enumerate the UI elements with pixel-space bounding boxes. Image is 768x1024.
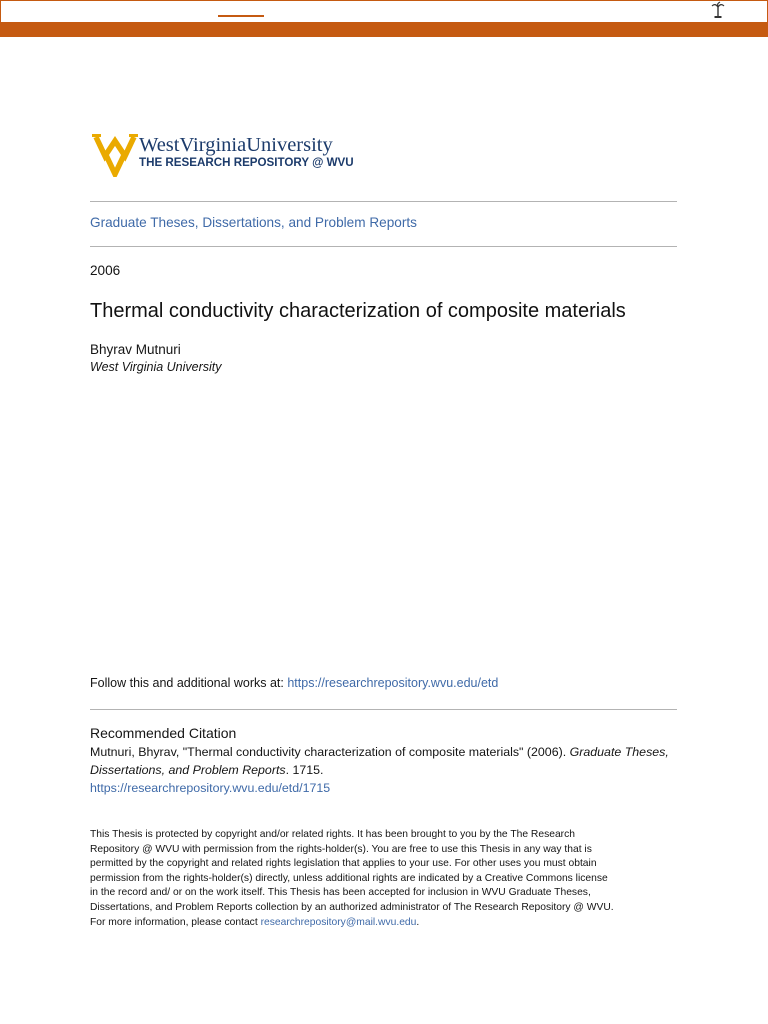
citation-block bbox=[90, 743, 669, 797]
notice-line: Dissertations, and Problem Reports collection by an authorized administrator of The Research Repository @ WVU. bbox=[90, 901, 614, 913]
divider bbox=[90, 246, 677, 247]
follow-label: Follow this and additional works at: bbox=[90, 676, 284, 690]
follow-line bbox=[90, 675, 498, 691]
logo-subtitle: THE RESEARCH REPOSITORY @ WVU bbox=[139, 156, 354, 169]
citation-series: Graduate Theses, bbox=[569, 745, 669, 759]
divider bbox=[90, 201, 677, 202]
contact-suffix: . bbox=[416, 916, 420, 928]
toolbar-accent-bar bbox=[0, 22, 768, 37]
figure-icon[interactable] bbox=[711, 1, 725, 19]
citation-number: . 1715. bbox=[285, 763, 324, 777]
notice-contact-line bbox=[90, 916, 614, 931]
notice-line: permitted by the copyright and related rights legislation that applies to your use. For other uses you must obtain bbox=[90, 858, 597, 870]
logo-wordmark: WestVirginiaUniversity bbox=[139, 134, 333, 156]
citation-line bbox=[90, 743, 669, 761]
citation-line bbox=[90, 779, 669, 797]
wvu-logo bbox=[92, 133, 362, 177]
citation-series: Dissertations, and Problem Reports bbox=[90, 763, 286, 777]
document-title: Thermal conductivity characterization of composite materials bbox=[90, 300, 626, 322]
follow-link[interactable]: https://researchrepository.wvu.edu/etd bbox=[287, 676, 499, 690]
notice-line: This Thesis is protected by copyright and/or related rights. It has been brought to you by the The Research bbox=[90, 829, 575, 840]
notice-line: Repository @ WVU with permission from the rights-holder(s). You are free to use this Thesis in any way that is bbox=[90, 843, 592, 855]
citation-text: Mutnuri, Bhyrav, "Thermal conductivity characterization of composite materials" (2006). bbox=[90, 745, 567, 759]
notice-line: permission from the rights-holder(s) directly, unless additional rights are indicated by a Creative Commons license bbox=[90, 872, 608, 884]
citation-link[interactable]: https://researchrepository.wvu.edu/etd/1715 bbox=[90, 781, 331, 795]
contact-prefix: For more information, please contact bbox=[90, 916, 258, 928]
divider bbox=[90, 709, 677, 710]
contact-email-link[interactable]: researchrepository@mail.wvu.edu bbox=[260, 916, 417, 928]
wv-logo-icon bbox=[92, 133, 138, 177]
author-name: Bhyrav Mutnuri bbox=[90, 342, 181, 357]
top-toolbar bbox=[0, 0, 768, 22]
notice-line: in the record and/ or on the work itself. This Thesis has been accepted for inclusion in WVU Graduate Theses, bbox=[90, 887, 591, 899]
author-affiliation: West Virginia University bbox=[90, 360, 222, 374]
rights-notice bbox=[90, 828, 614, 930]
collection-link[interactable]: Graduate Theses, Dissertations, and Problem Reports bbox=[90, 215, 417, 230]
citation-line bbox=[90, 761, 669, 779]
publication-year: 2006 bbox=[90, 263, 121, 278]
citation-heading: Recommended Citation bbox=[90, 725, 237, 741]
active-tab-indicator bbox=[218, 15, 264, 17]
